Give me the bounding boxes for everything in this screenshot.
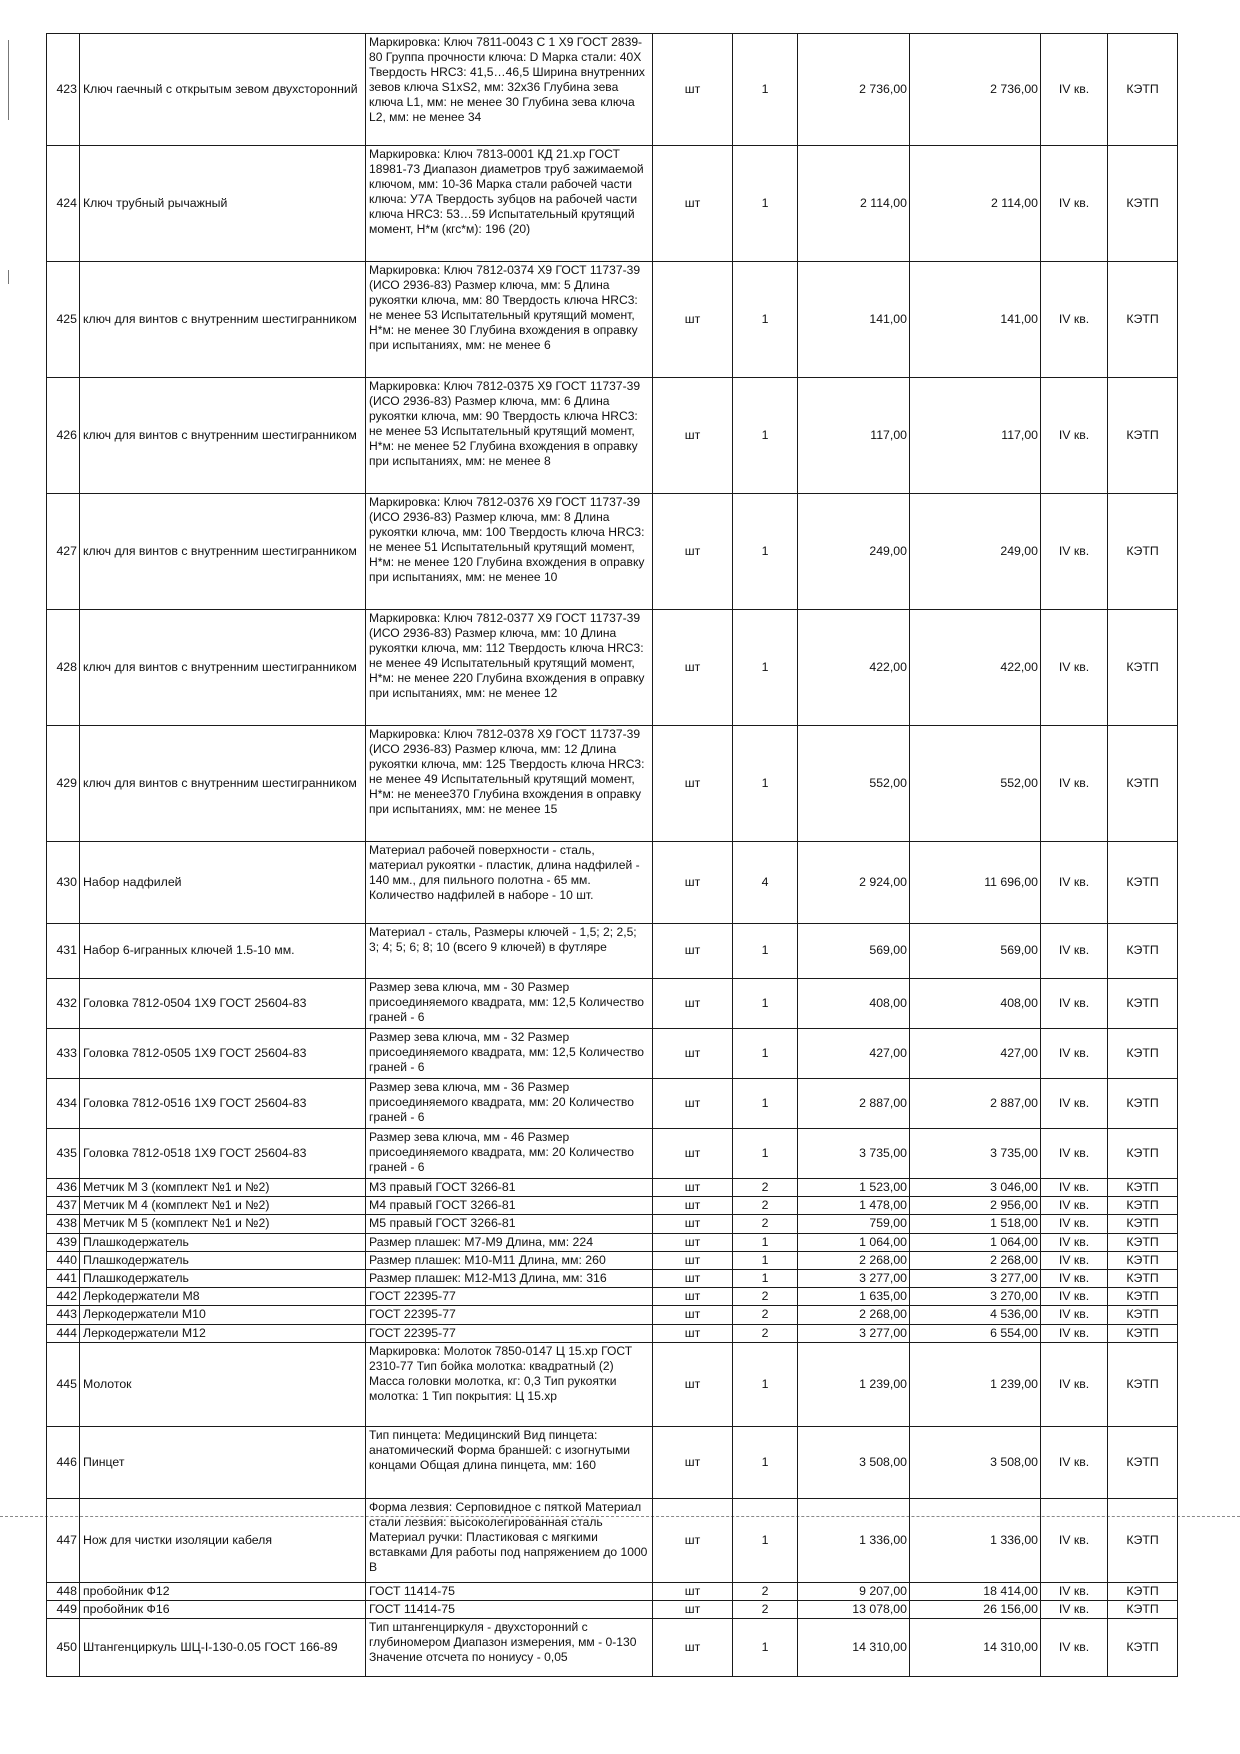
item-name: пробойник Ф16 — [80, 1601, 366, 1619]
item-period: IV кв. — [1041, 1251, 1108, 1269]
item-sum: 3 508,00 — [910, 1426, 1041, 1498]
item-unit: шт — [653, 1197, 733, 1215]
item-name: Головка 7812-0505 1Х9 ГОСТ 25604-83 — [80, 1029, 366, 1079]
item-sum: 408,00 — [910, 979, 1041, 1029]
table-row — [47, 146, 1178, 262]
item-unit: шт — [653, 924, 733, 979]
item-unit: шт — [653, 378, 733, 494]
item-period: IV кв. — [1041, 1233, 1108, 1251]
item-name: ключ для винтов с внутренним шестигранником — [80, 610, 366, 726]
item-price: 427,00 — [798, 1029, 910, 1079]
item-quantity: 2 — [733, 1582, 798, 1600]
row-number: 436 — [47, 1179, 80, 1197]
item-quantity: 1 — [733, 924, 798, 979]
item-period: IV кв. — [1041, 1619, 1108, 1677]
item-unit: шт — [653, 146, 733, 262]
item-quantity: 1 — [733, 726, 798, 842]
row-number: 426 — [47, 378, 80, 494]
item-organization: КЭТП — [1108, 1498, 1178, 1582]
item-name: Метчик М 3 (комплект №1 и №2) — [80, 1179, 366, 1197]
item-sum: 2 114,00 — [910, 146, 1041, 262]
item-organization: КЭТП — [1108, 1342, 1178, 1426]
item-period: IV кв. — [1041, 1324, 1108, 1342]
item-quantity: 1 — [733, 1233, 798, 1251]
item-period: IV кв. — [1041, 34, 1108, 146]
item-price: 117,00 — [798, 378, 910, 494]
row-number: 440 — [47, 1251, 80, 1269]
item-name: ключ для винтов с внутренним шестигранником — [80, 494, 366, 610]
item-period: IV кв. — [1041, 979, 1108, 1029]
item-description: М3 правый ГОСТ 3266-81 — [366, 1179, 653, 1197]
item-organization: КЭТП — [1108, 726, 1178, 842]
item-period: IV кв. — [1041, 1270, 1108, 1288]
item-period: IV кв. — [1041, 494, 1108, 610]
item-price: 1 635,00 — [798, 1288, 910, 1306]
item-sum: 2 736,00 — [910, 34, 1041, 146]
item-name: ключ для винтов с внутренним шестигранником — [80, 726, 366, 842]
row-number: 427 — [47, 494, 80, 610]
item-period: IV кв. — [1041, 842, 1108, 924]
item-unit: шт — [653, 1426, 733, 1498]
item-period: IV кв. — [1041, 1197, 1108, 1215]
item-unit: шт — [653, 34, 733, 146]
row-number: 432 — [47, 979, 80, 1029]
item-description: Размер зева ключа, мм - 46 Размер присоединяемого квадрата, мм: 20 Количество граней - 6 — [366, 1129, 653, 1179]
item-description: Материал рабочей поверхности - сталь, материал рукоятки - пластик, длина надфилей - 140 мм., для пильного полотна - 65 мм. Количество надфилей в наборе - 10 шт. — [366, 842, 653, 924]
item-organization: КЭТП — [1108, 1197, 1178, 1215]
table-row — [47, 1215, 1178, 1233]
item-quantity: 4 — [733, 842, 798, 924]
table-row — [47, 1619, 1178, 1677]
table-row — [47, 610, 1178, 726]
item-name: Плашкодержатель — [80, 1270, 366, 1288]
row-number: 434 — [47, 1079, 80, 1129]
item-period: IV кв. — [1041, 1498, 1108, 1582]
item-quantity: 2 — [733, 1324, 798, 1342]
item-organization: КЭТП — [1108, 924, 1178, 979]
row-number: 425 — [47, 262, 80, 378]
item-period: IV кв. — [1041, 1306, 1108, 1324]
item-unit: шт — [653, 494, 733, 610]
item-organization: КЭТП — [1108, 1029, 1178, 1079]
item-organization: КЭТП — [1108, 146, 1178, 262]
item-unit: шт — [653, 1601, 733, 1619]
item-quantity: 1 — [733, 34, 798, 146]
item-sum: 1 518,00 — [910, 1215, 1041, 1233]
row-number: 423 — [47, 34, 80, 146]
item-organization: КЭТП — [1108, 1426, 1178, 1498]
table-row — [47, 1270, 1178, 1288]
item-unit: шт — [653, 1179, 733, 1197]
table-body — [47, 34, 1178, 1677]
item-description: Маркировка: Ключ 7811-0043 С 1 Х9 ГОСТ 2839-80 Группа прочности ключа: D Марка стали: 40Х Твердость HRC3: 41,5…46,5 Ширина внутренних зевов ключа S1xS2, мм: 32х36 Глубина зева ключа L1, мм: не менее 30 Глубина зева ключа L2, мм: не менее 34 — [366, 34, 653, 146]
item-name: Пинцет — [80, 1426, 366, 1498]
item-organization: КЭТП — [1108, 1079, 1178, 1129]
table-row — [47, 494, 1178, 610]
row-number: 435 — [47, 1129, 80, 1179]
item-quantity: 1 — [733, 610, 798, 726]
table-row — [47, 1601, 1178, 1619]
item-unit: шт — [653, 1306, 733, 1324]
item-price: 3 735,00 — [798, 1129, 910, 1179]
item-quantity: 1 — [733, 1129, 798, 1179]
item-organization: КЭТП — [1108, 262, 1178, 378]
table-row — [47, 1129, 1178, 1179]
item-quantity: 1 — [733, 146, 798, 262]
item-unit: шт — [653, 1582, 733, 1600]
table-row — [47, 1342, 1178, 1426]
item-quantity: 1 — [733, 1251, 798, 1269]
item-sum: 4 536,00 — [910, 1306, 1041, 1324]
item-description: Маркировка: Ключ 7812-0378 Х9 ГОСТ 11737-39 (ИСО 2936-83) Размер ключа, мм: 12 Длина рукоятки ключа, мм: 125 Твердость ключа HRC3: не менее 49 Испытательный крутящий момент, Н*м: не менее370 Глубина вхождения в оправку при испытаниях, мм: не менее 15 — [366, 726, 653, 842]
procurement-table — [46, 33, 1178, 1677]
table-row — [47, 1233, 1178, 1251]
item-name: Ключ гаечный с открытым зевом двухсторонний — [80, 34, 366, 146]
item-sum: 1 336,00 — [910, 1498, 1041, 1582]
item-quantity: 2 — [733, 1601, 798, 1619]
item-organization: КЭТП — [1108, 1179, 1178, 1197]
item-sum: 422,00 — [910, 610, 1041, 726]
item-price: 422,00 — [798, 610, 910, 726]
item-price: 569,00 — [798, 924, 910, 979]
item-description: ГОСТ 22395-77 — [366, 1324, 653, 1342]
item-description: Размер зева ключа, мм - 30 Размер присоединяемого квадрата, мм: 12,5 Количество граней - 6 — [366, 979, 653, 1029]
scan-edge-mark — [8, 40, 9, 120]
item-quantity: 1 — [733, 262, 798, 378]
item-period: IV кв. — [1041, 610, 1108, 726]
item-sum: 14 310,00 — [910, 1619, 1041, 1677]
item-period: IV кв. — [1041, 1426, 1108, 1498]
item-sum: 11 696,00 — [910, 842, 1041, 924]
item-unit: шт — [653, 726, 733, 842]
item-period: IV кв. — [1041, 1342, 1108, 1426]
item-description: Материал - сталь, Размеры ключей - 1,5; 2; 2,5; 3; 4; 5; 6; 8; 10 (всего 9 ключей) в футляре — [366, 924, 653, 979]
item-organization: КЭТП — [1108, 1129, 1178, 1179]
row-number: 438 — [47, 1215, 80, 1233]
item-quantity: 1 — [733, 1426, 798, 1498]
item-name: Лерkодержатели М8 — [80, 1288, 366, 1306]
item-organization: КЭТП — [1108, 1215, 1178, 1233]
item-price: 2 924,00 — [798, 842, 910, 924]
item-quantity: 2 — [733, 1215, 798, 1233]
item-description: Размер зева ключа, мм - 32 Размер присоединяемого квадрата, мм: 12,5 Количество граней - 6 — [366, 1029, 653, 1079]
item-unit: шт — [653, 1324, 733, 1342]
item-unit: шт — [653, 1251, 733, 1269]
item-unit: шт — [653, 1029, 733, 1079]
table-row — [47, 1251, 1178, 1269]
item-period: IV кв. — [1041, 1582, 1108, 1600]
table-row — [47, 34, 1178, 146]
item-name: ключ для винтов с внутренним шестигранником — [80, 262, 366, 378]
item-description: Маркировка: Ключ 7812-0375 Х9 ГОСТ 11737-39 (ИСО 2936-83) Размер ключа, мм: 6 Длина рукоятки ключа, мм: 90 Твердость ключа HRC3: не менее 53 Испытательный крутящий момент, Н*м: не менее 52 Глубина вхождения в оправку при испытаниях, мм: не менее 8 — [366, 378, 653, 494]
row-number: 449 — [47, 1601, 80, 1619]
item-period: IV кв. — [1041, 146, 1108, 262]
item-quantity: 1 — [733, 378, 798, 494]
item-sum: 552,00 — [910, 726, 1041, 842]
item-price: 1 239,00 — [798, 1342, 910, 1426]
item-period: IV кв. — [1041, 262, 1108, 378]
item-unit: шт — [653, 262, 733, 378]
item-name: Головка 7812-0504 1Х9 ГОСТ 25604-83 — [80, 979, 366, 1029]
item-name: Плашкодержатель — [80, 1251, 366, 1269]
item-unit: шт — [653, 1233, 733, 1251]
item-sum: 117,00 — [910, 378, 1041, 494]
table-row — [47, 726, 1178, 842]
item-organization: КЭТП — [1108, 494, 1178, 610]
item-quantity: 1 — [733, 494, 798, 610]
item-sum: 249,00 — [910, 494, 1041, 610]
item-price: 3 277,00 — [798, 1324, 910, 1342]
item-description: Маркировка: Ключ 7812-0376 Х9 ГОСТ 11737-39 (ИСО 2936-83) Размер ключа, мм: 8 Длина рукоятки ключа, мм: 100 Твердость ключа HRC3: не менее 51 Испытательный крутящий момент, Н*м: не менее 120 Глубина вхождения в оправку при испытаниях, мм: не менее 10 — [366, 494, 653, 610]
item-sum: 427,00 — [910, 1029, 1041, 1079]
row-number: 431 — [47, 924, 80, 979]
item-price: 2 887,00 — [798, 1079, 910, 1129]
row-number: 441 — [47, 1270, 80, 1288]
item-period: IV кв. — [1041, 924, 1108, 979]
item-period: IV кв. — [1041, 1215, 1108, 1233]
item-name: Нож для чистки изоляции кабеля — [80, 1498, 366, 1582]
row-number: 448 — [47, 1582, 80, 1600]
item-description: Размер плашек: М12-М13 Длина, мм: 316 — [366, 1270, 653, 1288]
item-sum: 2 268,00 — [910, 1251, 1041, 1269]
item-description: ГОСТ 11414-75 — [366, 1582, 653, 1600]
item-description: Размер зева ключа, мм - 36 Размер присоединяемого квадрата, мм: 20 Количество граней - 6 — [366, 1079, 653, 1129]
item-name: Плашкодержатель — [80, 1233, 366, 1251]
table-row — [47, 979, 1178, 1029]
item-price: 1 064,00 — [798, 1233, 910, 1251]
item-quantity: 2 — [733, 1197, 798, 1215]
item-description: Тип штангенциркуля - двухсторонний с глубиномером Диапазон измерения, мм - 0-130 Значение отсчета по нониусу - 0,05 — [366, 1619, 653, 1677]
item-price: 2 268,00 — [798, 1306, 910, 1324]
item-organization: КЭТП — [1108, 1270, 1178, 1288]
procurement-table-page — [46, 33, 1177, 1677]
item-unit: шт — [653, 1215, 733, 1233]
table-row — [47, 1079, 1178, 1129]
item-quantity: 1 — [733, 979, 798, 1029]
item-price: 3 277,00 — [798, 1270, 910, 1288]
item-name: Ключ трубный рычажный — [80, 146, 366, 262]
table-row — [47, 924, 1178, 979]
item-sum: 1 239,00 — [910, 1342, 1041, 1426]
item-name: Метчик М 4 (комплект №1 и №2) — [80, 1197, 366, 1215]
item-description: Размер плашек: М10-М11 Длина, мм: 260 — [366, 1251, 653, 1269]
item-sum: 569,00 — [910, 924, 1041, 979]
item-price: 1 478,00 — [798, 1197, 910, 1215]
item-unit: шт — [653, 1129, 733, 1179]
row-number: 444 — [47, 1324, 80, 1342]
item-sum: 3 735,00 — [910, 1129, 1041, 1179]
item-unit: шт — [653, 1619, 733, 1677]
row-number: 445 — [47, 1342, 80, 1426]
item-name: пробойник Ф12 — [80, 1582, 366, 1600]
item-period: IV кв. — [1041, 1288, 1108, 1306]
item-sum: 18 414,00 — [910, 1582, 1041, 1600]
item-period: IV кв. — [1041, 726, 1108, 842]
item-description: Маркировка: Ключ 7812-0374 Х9 ГОСТ 11737-39 (ИСО 2936-83) Размер ключа, мм: 5 Длина рукоятки ключа, мм: 80 Твердость ключа HRC3: не менее 53 Испытательный крутящий момент, Н*м: не менее 30 Глубина вхождения в оправку при испытаниях, мм: не менее 6 — [366, 262, 653, 378]
item-organization: КЭТП — [1108, 1233, 1178, 1251]
item-description: М4 правый ГОСТ 3266-81 — [366, 1197, 653, 1215]
item-price: 3 508,00 — [798, 1426, 910, 1498]
item-quantity: 2 — [733, 1288, 798, 1306]
item-quantity: 2 — [733, 1306, 798, 1324]
item-organization: КЭТП — [1108, 1324, 1178, 1342]
item-organization: КЭТП — [1108, 1619, 1178, 1677]
table-row — [47, 1582, 1178, 1600]
item-name: Головка 7812-0516 1Х9 ГОСТ 25604-83 — [80, 1079, 366, 1129]
item-description: Маркировка: Ключ 7812-0377 Х9 ГОСТ 11737-39 (ИСО 2936-83) Размер ключа, мм: 10 Длина рукоятки ключа, мм: 112 Твердость ключа HRC3: не менее 49 Испытательный крутящий момент, Н*м: не менее 220 Глубина вхождения в оправку при испытаниях, мм: не менее 12 — [366, 610, 653, 726]
item-period: IV кв. — [1041, 1179, 1108, 1197]
item-name: Молоток — [80, 1342, 366, 1426]
item-price: 14 310,00 — [798, 1619, 910, 1677]
item-organization: КЭТП — [1108, 1601, 1178, 1619]
item-name: Метчик М 5 (комплект №1 и №2) — [80, 1215, 366, 1233]
item-organization: КЭТП — [1108, 1306, 1178, 1324]
item-price: 249,00 — [798, 494, 910, 610]
item-period: IV кв. — [1041, 1029, 1108, 1079]
row-number: 424 — [47, 146, 80, 262]
row-number: 447 — [47, 1498, 80, 1582]
item-quantity: 1 — [733, 1270, 798, 1288]
item-name: Леркодержатели М10 — [80, 1306, 366, 1324]
item-name: Головка 7812-0518 1Х9 ГОСТ 25604-83 — [80, 1129, 366, 1179]
row-number: 439 — [47, 1233, 80, 1251]
item-unit: шт — [653, 610, 733, 726]
item-unit: шт — [653, 1498, 733, 1582]
item-unit: шт — [653, 979, 733, 1029]
item-description: Тип пинцета: Медицинский Вид пинцета: анатомический Форма браншей: с изогнутыми концами Общая длина пинцета, мм: 160 — [366, 1426, 653, 1498]
item-sum: 2 956,00 — [910, 1197, 1041, 1215]
item-price: 759,00 — [798, 1215, 910, 1233]
item-name: Штангенциркуль ШЦ-I-130-0.05 ГОСТ 166-89 — [80, 1619, 366, 1677]
table-row — [47, 1306, 1178, 1324]
row-number: 429 — [47, 726, 80, 842]
row-number: 442 — [47, 1288, 80, 1306]
row-number: 437 — [47, 1197, 80, 1215]
item-period: IV кв. — [1041, 1601, 1108, 1619]
item-unit: шт — [653, 1270, 733, 1288]
table-row — [47, 378, 1178, 494]
item-organization: КЭТП — [1108, 1288, 1178, 1306]
item-sum: 141,00 — [910, 262, 1041, 378]
item-sum: 26 156,00 — [910, 1601, 1041, 1619]
item-description: Маркировка: Молоток 7850-0147 Ц 15.хр ГОСТ 2310-77 Тип бойка молотка: квадратный (2) Масса головки молотка, кг: 0,3 Тип рукоятки молотка: 1 Тип покрытия: Ц 15.хр — [366, 1342, 653, 1426]
row-number: 443 — [47, 1306, 80, 1324]
item-unit: шт — [653, 1288, 733, 1306]
item-price: 13 078,00 — [798, 1601, 910, 1619]
item-quantity: 1 — [733, 1029, 798, 1079]
table-row — [47, 842, 1178, 924]
item-sum: 6 554,00 — [910, 1324, 1041, 1342]
item-description: ГОСТ 22395-77 — [366, 1306, 653, 1324]
item-sum: 3 046,00 — [910, 1179, 1041, 1197]
item-price: 408,00 — [798, 979, 910, 1029]
item-quantity: 1 — [733, 1619, 798, 1677]
item-organization: КЭТП — [1108, 842, 1178, 924]
item-quantity: 2 — [733, 1179, 798, 1197]
item-organization: КЭТП — [1108, 378, 1178, 494]
item-organization: КЭТП — [1108, 1582, 1178, 1600]
item-period: IV кв. — [1041, 378, 1108, 494]
item-price: 141,00 — [798, 262, 910, 378]
item-name: Набор 6-игранных ключей 1.5-10 мм. — [80, 924, 366, 979]
table-row — [47, 1179, 1178, 1197]
item-price: 2 268,00 — [798, 1251, 910, 1269]
item-description: Маркировка: Ключ 7813-0001 КД 21.хр ГОСТ 18981-73 Диапазон диаметров труб зажимаемой ключом, мм: 10-36 Марка стали рабочей части ключа: У7А Твердость зубцов на рабочей части ключа HRC3: 53…59 Испытательный крутящий момент, Н*м (кгс*м): 196 (20) — [366, 146, 653, 262]
item-name: Набор надфилей — [80, 842, 366, 924]
row-number: 450 — [47, 1619, 80, 1677]
table-row — [47, 1288, 1178, 1306]
item-quantity: 1 — [733, 1498, 798, 1582]
table-row — [47, 1498, 1178, 1582]
item-price: 1 336,00 — [798, 1498, 910, 1582]
item-sum: 3 277,00 — [910, 1270, 1041, 1288]
item-organization: КЭТП — [1108, 1251, 1178, 1269]
item-unit: шт — [653, 1079, 733, 1129]
scan-edge-mark — [8, 270, 9, 284]
item-description: ГОСТ 22395-77 — [366, 1288, 653, 1306]
row-number: 433 — [47, 1029, 80, 1079]
item-description: ГОСТ 11414-75 — [366, 1601, 653, 1619]
item-period: IV кв. — [1041, 1079, 1108, 1129]
item-sum: 1 064,00 — [910, 1233, 1041, 1251]
item-name: ключ для винтов с внутренним шестигранником — [80, 378, 366, 494]
item-price: 2 114,00 — [798, 146, 910, 262]
item-description: М5 правый ГОСТ 3266-81 — [366, 1215, 653, 1233]
item-unit: шт — [653, 1342, 733, 1426]
row-number: 446 — [47, 1426, 80, 1498]
table-row — [47, 262, 1178, 378]
table-row — [47, 1197, 1178, 1215]
item-description: Форма лезвия: Серповидное с пяткой Материал стали лезвия: высоколегированная сталь Материал ручки: Пластиковая с мягкими вставками Для работы под напряжением до 1000 В — [366, 1498, 653, 1582]
row-number: 430 — [47, 842, 80, 924]
table-row — [47, 1029, 1178, 1079]
item-price: 9 207,00 — [798, 1582, 910, 1600]
item-unit: шт — [653, 842, 733, 924]
item-description: Размер плашек: М7-М9 Длина, мм: 224 — [366, 1233, 653, 1251]
item-quantity: 1 — [733, 1342, 798, 1426]
table-row — [47, 1324, 1178, 1342]
item-price: 1 523,00 — [798, 1179, 910, 1197]
item-organization: КЭТП — [1108, 979, 1178, 1029]
item-period: IV кв. — [1041, 1129, 1108, 1179]
row-number: 428 — [47, 610, 80, 726]
item-quantity: 1 — [733, 1079, 798, 1129]
table-row — [47, 1426, 1178, 1498]
item-price: 2 736,00 — [798, 34, 910, 146]
item-name: Леркодержатели М12 — [80, 1324, 366, 1342]
item-organization: КЭТП — [1108, 610, 1178, 726]
item-price: 552,00 — [798, 726, 910, 842]
item-sum: 2 887,00 — [910, 1079, 1041, 1129]
item-sum: 3 270,00 — [910, 1288, 1041, 1306]
item-organization: КЭТП — [1108, 34, 1178, 146]
